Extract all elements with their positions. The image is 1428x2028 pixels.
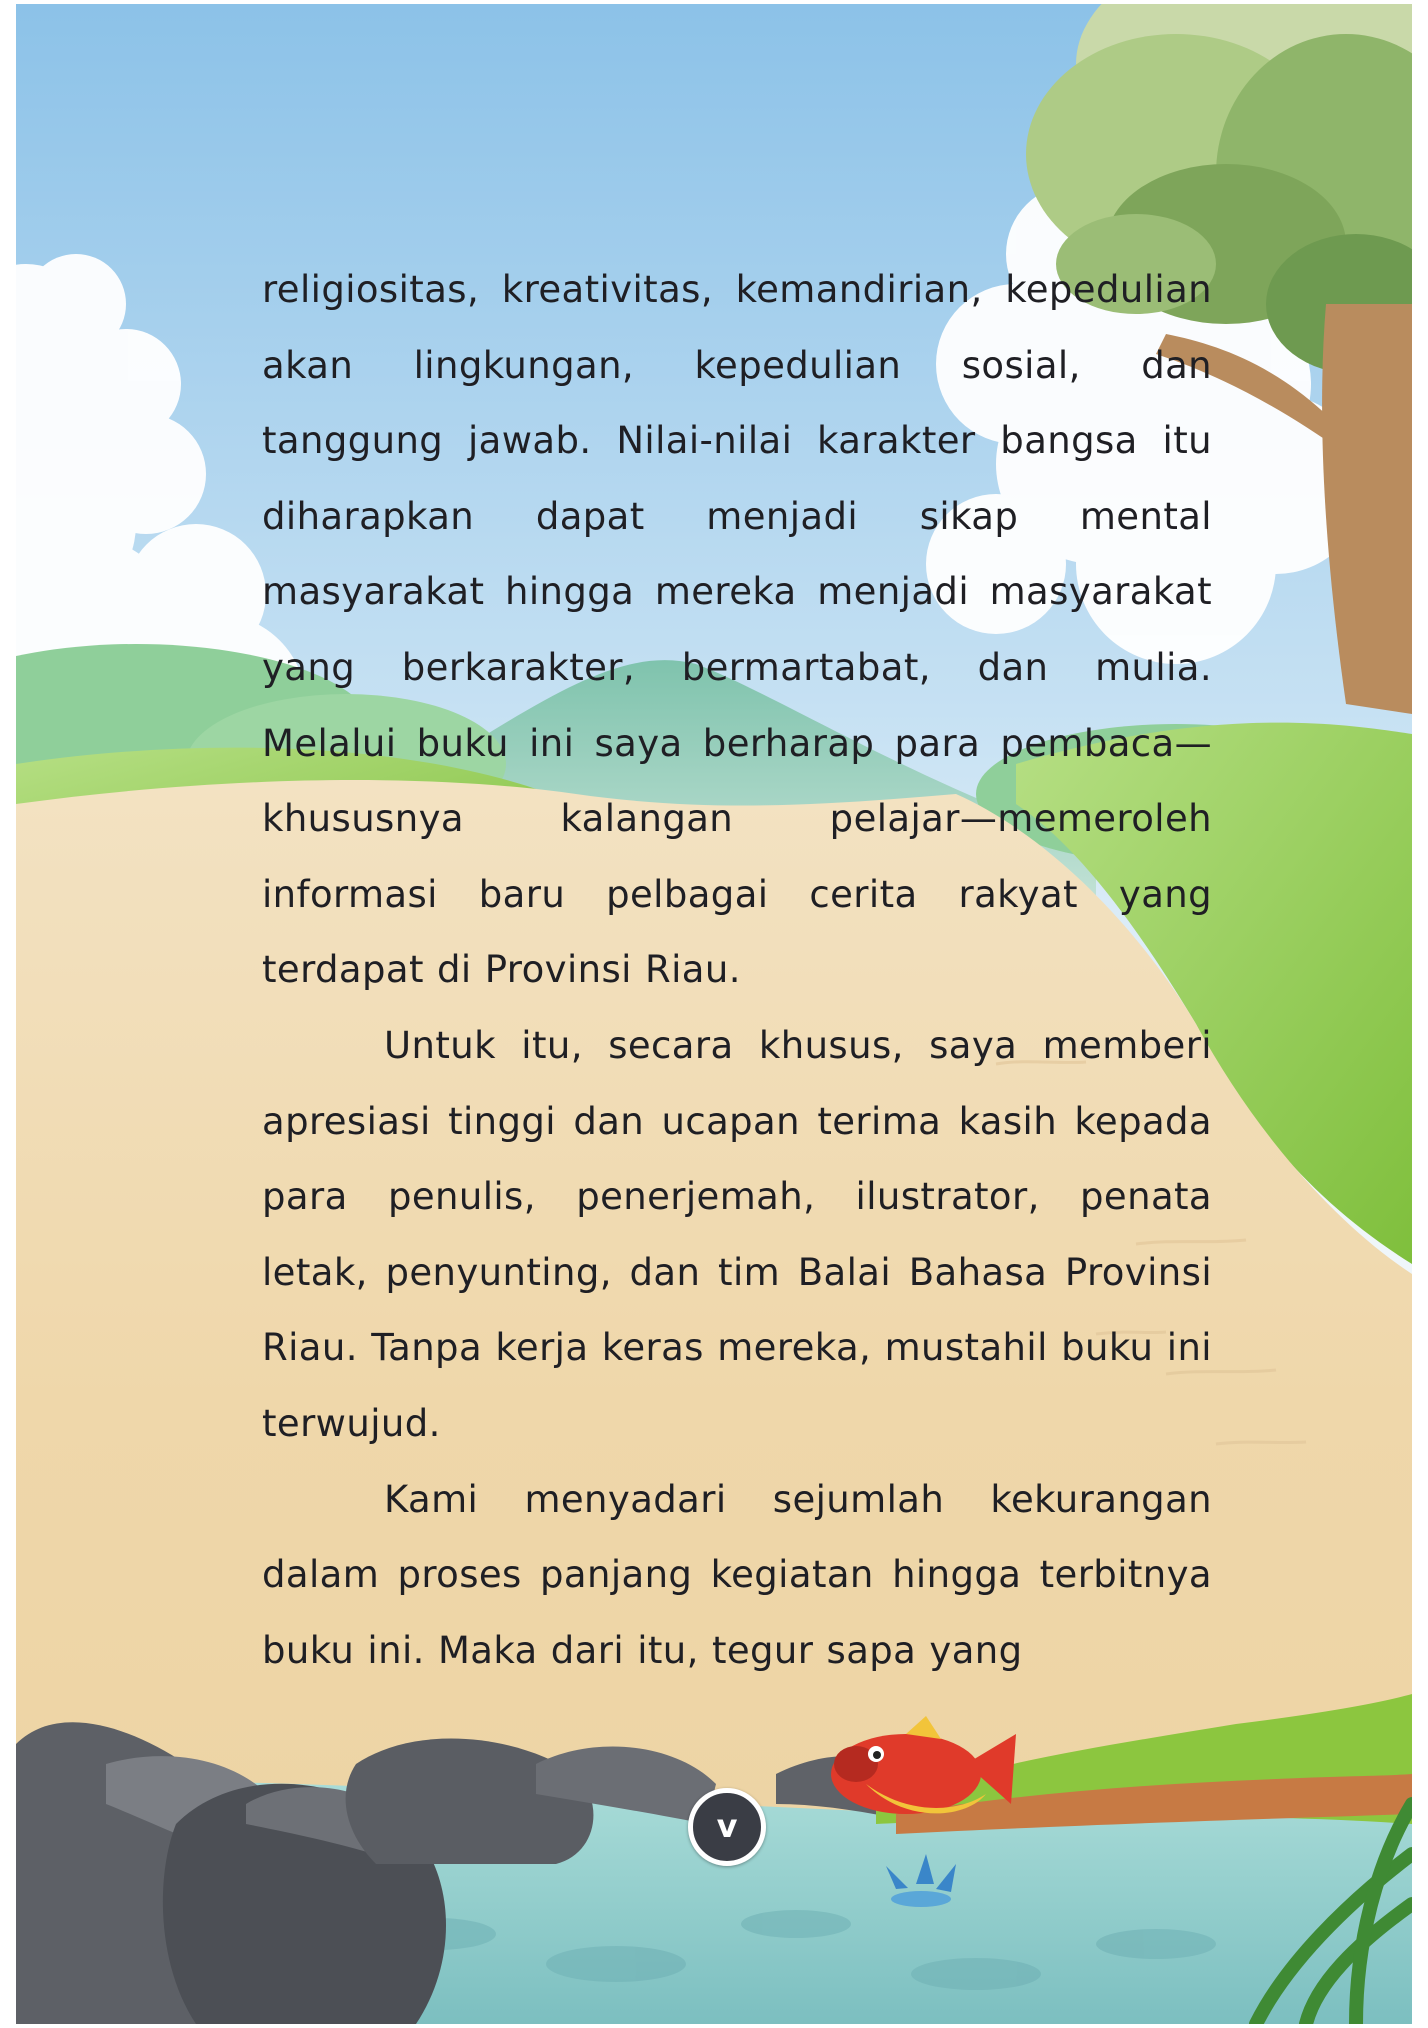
paragraph: Untuk itu, secara khusus, saya memberi apresiasi tinggi dan ucapan terima kasih kepada para penulis, penerjemah, ilustrator, penata letak, penyunting, dan tim Balai Bahasa Provinsi Riau. Tanpa kerja keras mereka, mustahil buku ini terwujud. — [262, 1023, 1212, 1445]
page-number: v — [688, 1788, 766, 1866]
paragraph: religiositas, kreativitas, kemandirian, kepedulian akan lingkungan, kepedulian sosial, dan tanggung jawab. Nilai-nilai karakter bangsa itu diharapkan dapat menjadi sikap mental masyarakat hingga mereka menjadi masyarakat yang berkarakter, bermartabat, dan mulia. Melalui buku ini saya berharap para pembaca—khususnya kalangan pelajar—memeroleh informasi baru pelbagai cerita rakyat yang terdapat di Provinsi Riau. — [262, 268, 1212, 992]
body-text — [262, 252, 1212, 1688]
storybook-page — [16, 4, 1412, 2024]
paragraph: Kami menyadari sejumlah kekurangan dalam proses panjang kegiatan hingga terbitnya buku ini. Maka dari itu, tegur sapa yang — [262, 1477, 1212, 1672]
